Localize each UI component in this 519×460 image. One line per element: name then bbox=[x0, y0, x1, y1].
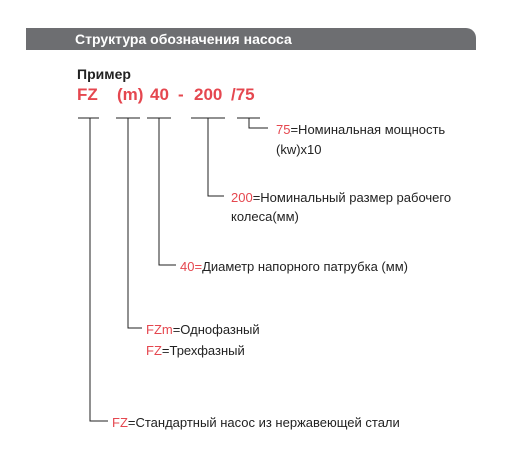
leader-power bbox=[249, 118, 268, 128]
desc-single-phase-code: FZm bbox=[146, 322, 173, 337]
desc-standard-text: =Стандартный насос из нержавеющей стали bbox=[127, 415, 400, 430]
desc-single-phase-text: =Однофазный bbox=[172, 322, 260, 337]
desc-power bbox=[276, 120, 445, 140]
desc-three-phase bbox=[146, 341, 245, 361]
desc-outlet bbox=[180, 257, 408, 277]
desc-three-phase-text: =Трехфазный bbox=[161, 343, 245, 358]
header-title: Структура обозначения насоса bbox=[75, 31, 292, 47]
leader-impeller bbox=[208, 118, 224, 196]
desc-impeller bbox=[231, 188, 451, 208]
leader-standard bbox=[90, 118, 108, 421]
desc-impeller-line2: колеса(мм) bbox=[231, 209, 299, 224]
leader-phase bbox=[128, 118, 142, 328]
desc-impeller-text: =Номинальный размер рабочего bbox=[252, 190, 452, 205]
code-part-200: 200 bbox=[194, 85, 223, 104]
desc-standard-code: FZ bbox=[112, 415, 128, 430]
desc-outlet-text: Диаметр напорного патрубка (мм) bbox=[202, 259, 408, 274]
code-part-fz: FZ bbox=[77, 85, 98, 104]
code-part-40: 40 bbox=[150, 85, 169, 104]
code-part-dash: - bbox=[178, 85, 184, 104]
desc-single-phase bbox=[146, 320, 260, 340]
desc-three-phase-code: FZ bbox=[146, 343, 162, 358]
example-label: Пример bbox=[77, 66, 131, 82]
desc-outlet-code: 40= bbox=[180, 259, 203, 274]
code-part-m: (m) bbox=[117, 85, 144, 104]
leader-outlet bbox=[159, 118, 176, 265]
desc-impeller-code: 200 bbox=[231, 190, 253, 205]
desc-power-text: =Номинальная мощность bbox=[290, 122, 446, 137]
desc-power-code: 75 bbox=[276, 122, 291, 137]
code-part-75: /75 bbox=[231, 85, 255, 104]
desc-standard bbox=[112, 413, 400, 433]
desc-power-line2: (kw)x10 bbox=[276, 142, 322, 157]
